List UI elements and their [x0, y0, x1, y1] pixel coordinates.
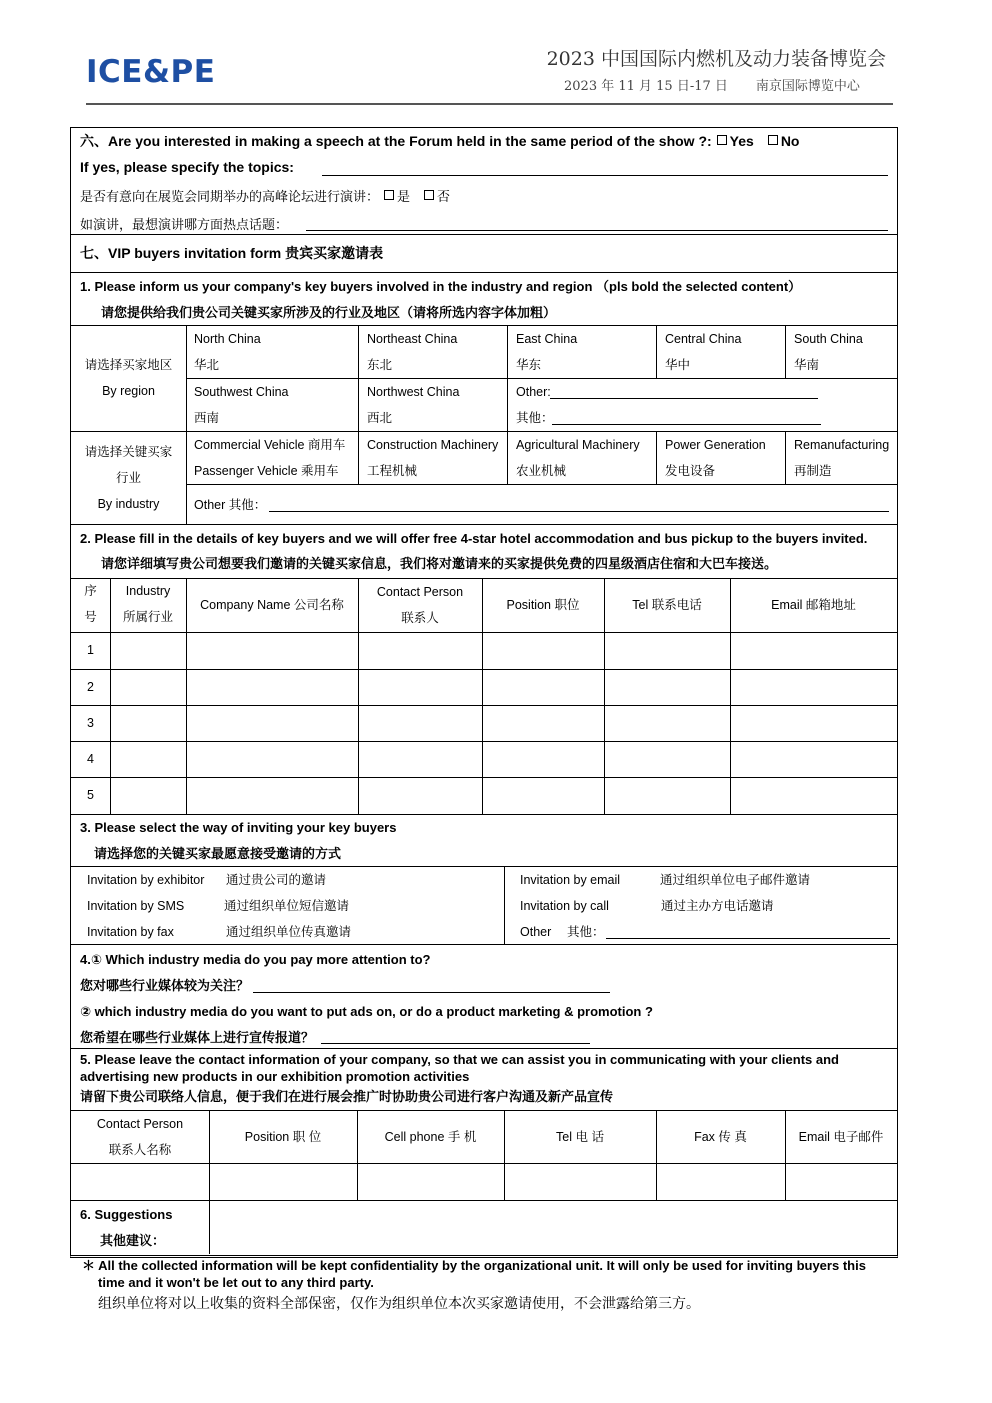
region-northeast-china[interactable]: Northeast China — [367, 332, 458, 346]
region-northeast-china-cn: 东北 — [367, 358, 393, 372]
q4a-input-line[interactable] — [253, 992, 610, 993]
no-cn-checkbox-icon[interactable] — [424, 190, 434, 200]
suggestions-label-cn: 其他建议： — [100, 1233, 166, 1248]
q4a-text-cn: 您对哪些行业媒体较为关注？ — [80, 978, 250, 993]
yes-checkbox-icon[interactable] — [717, 135, 727, 145]
region-east-china-cn: 华东 — [516, 358, 542, 372]
invite-other-label: Other — [520, 925, 552, 939]
suggestions-field[interactable] — [210, 1201, 897, 1253]
invite-by-call-cn: 通过主办方电话邀请 — [661, 899, 774, 913]
industry-other-label: Other 其他： — [194, 498, 267, 512]
industry-power-generation[interactable]: Power Generation — [665, 438, 766, 452]
vip-buyers-title: 七、VIP buyers invitation form 贵宾买家邀请表 — [80, 245, 384, 261]
contact-col-tel: Tel 电 话 — [556, 1130, 604, 1144]
invite-by-exhibitor-cn: 通过贵公司的邀请 — [226, 873, 327, 887]
invite-by-email-cn: 通过组织单位电子邮件邀请 — [660, 873, 811, 887]
q5-text-cn: 请留下贵公司联络人信息，便于我们在进行展会推广时协助贵公司进行客户沟通及新产品宣传 — [80, 1089, 614, 1104]
yes-cn-checkbox-icon[interactable] — [384, 190, 394, 200]
industry-construction-machinery-cn: 工程机械 — [367, 464, 418, 478]
q1-text-cn: 请您提供给我们贵公司关键买家所涉及的行业及地区（请将所选内容字体加粗） — [101, 305, 557, 320]
industry-other-input-line[interactable] — [269, 511, 889, 512]
q5-text-en-1: 5. Please leave the contact information of your company, so that we can assist you in communicating with your clients and — [80, 1052, 839, 1067]
contact-col-position: Position 职 位 — [244, 1130, 322, 1144]
expo-dates: 2023 年 11 月 15 日-17 日 — [564, 79, 728, 94]
contact-col-email: Email 电子邮件 — [798, 1130, 884, 1144]
expo-subtitle — [564, 75, 860, 94]
q4a-text-en: 4.① Which industry media do you pay more attention to? — [80, 952, 431, 967]
col-header-no: 序 — [84, 584, 97, 598]
region-north-china-cn: 华北 — [194, 358, 220, 372]
col-header-industry-cn: 所属行业 — [122, 610, 173, 624]
invite-by-sms-cn: 通过组织单位短信邀请 — [224, 899, 350, 913]
region-other-input-line[interactable] — [550, 398, 818, 399]
confidentiality-note-cn: 组织单位将对以上收集的资料全部保密，仅作为组织单位本次买家邀请使用，不会泄露给第三方。 — [98, 1295, 700, 1311]
topics-label-cn: 如演讲，最想演讲哪方面热点话题： — [80, 217, 289, 232]
q2-text-en: 2. Please fill in the details of key buyers and we will offer free 4-star hotel accommodation and bus pickup to the buyers invited. — [80, 531, 868, 546]
q4b-input-line[interactable] — [321, 1043, 590, 1044]
industry-passenger-vehicle[interactable]: Passenger Vehicle 乘用车 — [194, 464, 339, 478]
col-header-email: Email 邮箱地址 — [771, 598, 856, 612]
q3-text-cn: 请选择您的关键买家最愿意接受邀请的方式 — [94, 846, 342, 861]
contact-col-cell-phone: Cell phone 手 机 — [384, 1130, 477, 1144]
invitation-form — [70, 127, 898, 1258]
invite-other-label-cn: 其他： — [567, 925, 605, 939]
table-row-number: 3 — [87, 716, 94, 730]
region-east-china[interactable]: East China — [516, 332, 578, 346]
industry-agricultural-machinery[interactable]: Agricultural Machinery — [516, 438, 640, 452]
industry-commercial-vehicle[interactable]: Commercial Vehicle 商用车 — [194, 438, 346, 452]
table-row-number: 1 — [87, 643, 94, 657]
col-header-position: Position 职位 — [506, 598, 580, 612]
ice-pe-logo: ICE&PE — [86, 54, 216, 90]
table-row-number: 2 — [87, 680, 94, 694]
industry-label-en: By industry — [97, 497, 160, 511]
contact-col-fax: Fax 传 真 — [694, 1130, 747, 1144]
invite-by-email[interactable]: Invitation by email — [520, 873, 621, 887]
q2-text-cn: 请您详细填写贵公司想要我们邀请的关键买家信息，我们将对邀请来的买家提供免费的四星级酒店住宿和大巴车接送。 — [101, 556, 778, 571]
region-label-en: By region — [102, 384, 155, 398]
expo-venue: 南京国际博览中心 — [755, 79, 860, 94]
region-southwest-china[interactable]: Southwest China — [194, 385, 289, 399]
q1-text-en: 1. Please inform us your company's key buyers involved in the industry and region （pls bold the selected content） — [80, 279, 802, 294]
speech-question-cn: 是否有意向在展览会同期举办的高峰论坛进行演讲： 是 否 — [80, 189, 451, 204]
table-row-number: 4 — [87, 752, 94, 766]
region-central-china[interactable]: Central China — [665, 332, 742, 346]
industry-agricultural-machinery-cn: 农业机械 — [516, 464, 567, 478]
industry-label-cn2: 行业 — [115, 471, 141, 485]
region-south-china-cn: 华南 — [794, 358, 820, 372]
col-header-industry: Industry — [125, 584, 171, 598]
q4b-text-cn: 您希望在哪些行业媒体上进行宣传报道？ — [80, 1030, 315, 1045]
suggestions-label: 6. Suggestions — [80, 1207, 173, 1222]
col-header-contact-person: Contact Person — [376, 585, 464, 599]
col-header-company-name: Company Name 公司名称 — [200, 598, 344, 612]
region-southwest-china-cn: 西南 — [194, 411, 220, 425]
topics-input-line[interactable] — [322, 175, 888, 176]
industry-power-generation-cn: 发电设备 — [665, 464, 716, 478]
confidentiality-note-en-1: ＊ All the collected information will be kept confidentiality by the organizational unit. It will only be used for inviting buyers this — [82, 1258, 866, 1273]
q3-text-en: 3. Please select the way of inviting your key buyers — [80, 820, 397, 835]
invite-by-call[interactable]: Invitation by call — [520, 899, 609, 913]
col-header-no-2: 号 — [84, 610, 97, 624]
region-other-label-cn: 其他： — [516, 411, 554, 425]
table-row-number: 5 — [87, 788, 94, 802]
q5-text-en-2: advertising new products in our exhibition promotion activities — [80, 1069, 470, 1084]
industry-construction-machinery[interactable]: Construction Machinery — [367, 438, 499, 452]
contact-col-person: Contact Person — [96, 1117, 184, 1131]
q4b-text-en: ② which industry media do you want to put ads on, or do a product marketing & promotion ? — [80, 1004, 653, 1019]
topics-cn-input-line[interactable] — [306, 230, 888, 231]
invite-by-exhibitor[interactable]: Invitation by exhibitor — [87, 873, 205, 887]
col-header-contact-person-cn: 联系人 — [401, 611, 439, 625]
invite-by-sms[interactable]: Invitation by SMS — [87, 899, 185, 913]
region-other-cn-input-line[interactable] — [552, 424, 821, 425]
invite-other-input-line[interactable] — [606, 938, 890, 939]
region-other-label: Other: — [516, 385, 551, 399]
header-divider — [86, 103, 893, 105]
region-central-china-cn: 华中 — [665, 358, 691, 372]
industry-remanufacturing[interactable]: Remanufacturing — [794, 438, 890, 452]
expo-title: 2023 中国国际内燃机及动力装备博览会 — [546, 48, 886, 70]
region-south-china[interactable]: South China — [794, 332, 863, 346]
col-header-tel: Tel 联系电话 — [632, 598, 702, 612]
confidentiality-note-en-2: time and it won't be let out to any third party. — [98, 1275, 374, 1290]
contact-col-person-cn: 联系人名称 — [108, 1143, 172, 1157]
industry-label-cn: 请选择关键买家 — [84, 445, 173, 459]
topics-label: If yes, please specify the topics: — [80, 159, 294, 175]
no-checkbox-icon[interactable] — [768, 135, 778, 145]
industry-remanufacturing-cn: 再制造 — [794, 464, 832, 478]
region-northwest-china-cn: 西北 — [367, 411, 393, 425]
region-north-china[interactable]: North China — [194, 332, 261, 346]
region-northwest-china[interactable]: Northwest China — [367, 385, 460, 399]
speech-question: 六、Are you interested in making a speech at the Forum held in the same period of the show ?: Yes No — [80, 133, 800, 149]
invite-by-fax-cn: 通过组织单位传真邀请 — [226, 925, 352, 939]
region-label-cn: 请选择买家地区 — [84, 358, 173, 372]
invite-by-fax[interactable]: Invitation by fax — [87, 925, 174, 939]
